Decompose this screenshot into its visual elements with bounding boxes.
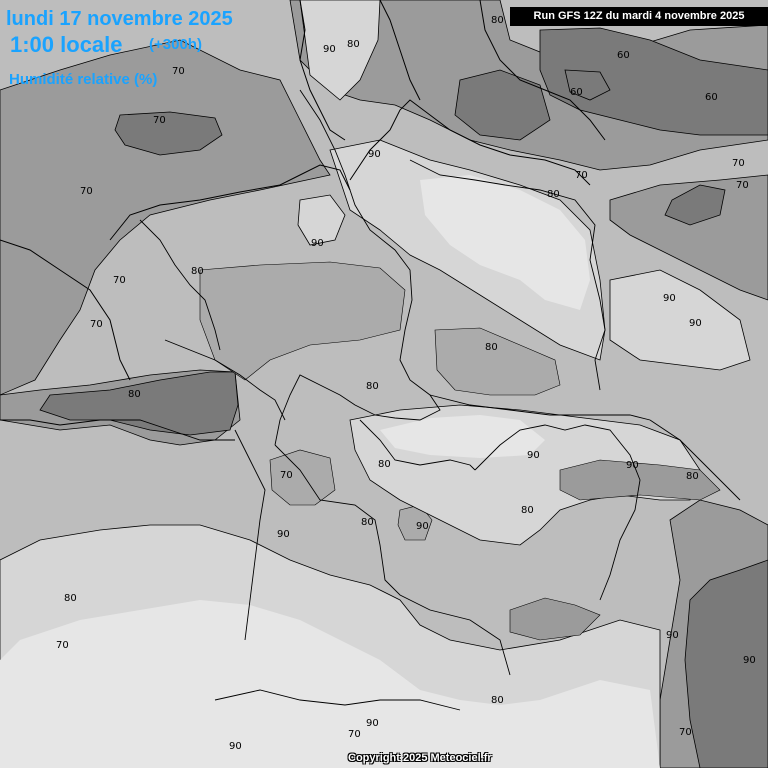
contour-label: 80 — [491, 695, 504, 706]
contour-label: 80 — [521, 505, 534, 516]
variable-title: Humidité relative (%) — [9, 71, 158, 88]
contour-label: 80 — [64, 593, 77, 604]
contour-label: 90 — [527, 450, 540, 461]
contour-label: 80 — [491, 15, 504, 26]
copyright-credit: Copyright 2025 Meteociel.fr — [348, 752, 492, 764]
contour-label: 70 — [113, 275, 126, 286]
contour-label: 90 — [416, 521, 429, 532]
contour-label: 90 — [311, 238, 324, 249]
contour-label: 90 — [323, 44, 336, 55]
contour-label: 90 — [743, 655, 756, 666]
contour-label: 90 — [666, 630, 679, 641]
contour-label: 70 — [153, 115, 166, 126]
contour-label: 80 — [378, 459, 391, 470]
contour-label: 80 — [366, 381, 379, 392]
contour-label: 80 — [347, 39, 360, 50]
contour-label: 90 — [229, 741, 242, 752]
forecast-date: lundi 17 novembre 2025 — [6, 8, 233, 30]
contour-label: 90 — [626, 460, 639, 471]
contour-label: 80 — [361, 517, 374, 528]
contour-label: 80 — [128, 389, 141, 400]
contour-label: 60 — [705, 92, 718, 103]
contour-label: 90 — [277, 529, 290, 540]
contour-label: 70 — [280, 470, 293, 481]
contour-label: 90 — [663, 293, 676, 304]
contour-label: 90 — [368, 149, 381, 160]
contour-label: 80 — [686, 471, 699, 482]
contour-label: 90 — [689, 318, 702, 329]
contour-label: 80 — [485, 342, 498, 353]
run-info-banner: Run GFS 12Z du mardi 4 novembre 2025 — [510, 7, 768, 26]
contour-label: 80 — [191, 266, 204, 277]
contour-label: 80 — [547, 189, 560, 200]
contour-label: 70 — [732, 158, 745, 169]
contour-label: 70 — [80, 186, 93, 197]
contour-label: 70 — [679, 727, 692, 738]
forecast-time: 1:00 locale — [10, 32, 123, 57]
contour-label: 70 — [348, 729, 361, 740]
contour-label: 70 — [56, 640, 69, 651]
contour-label: 70 — [172, 66, 185, 77]
contour-label: 90 — [366, 718, 379, 729]
contour-label: 70 — [575, 170, 588, 181]
forecast-lead-time: (+300h) — [149, 36, 202, 53]
contour-label: 70 — [90, 319, 103, 330]
contour-label: 60 — [617, 50, 630, 61]
contour-label: 60 — [570, 87, 583, 98]
contour-label: 70 — [736, 180, 749, 191]
